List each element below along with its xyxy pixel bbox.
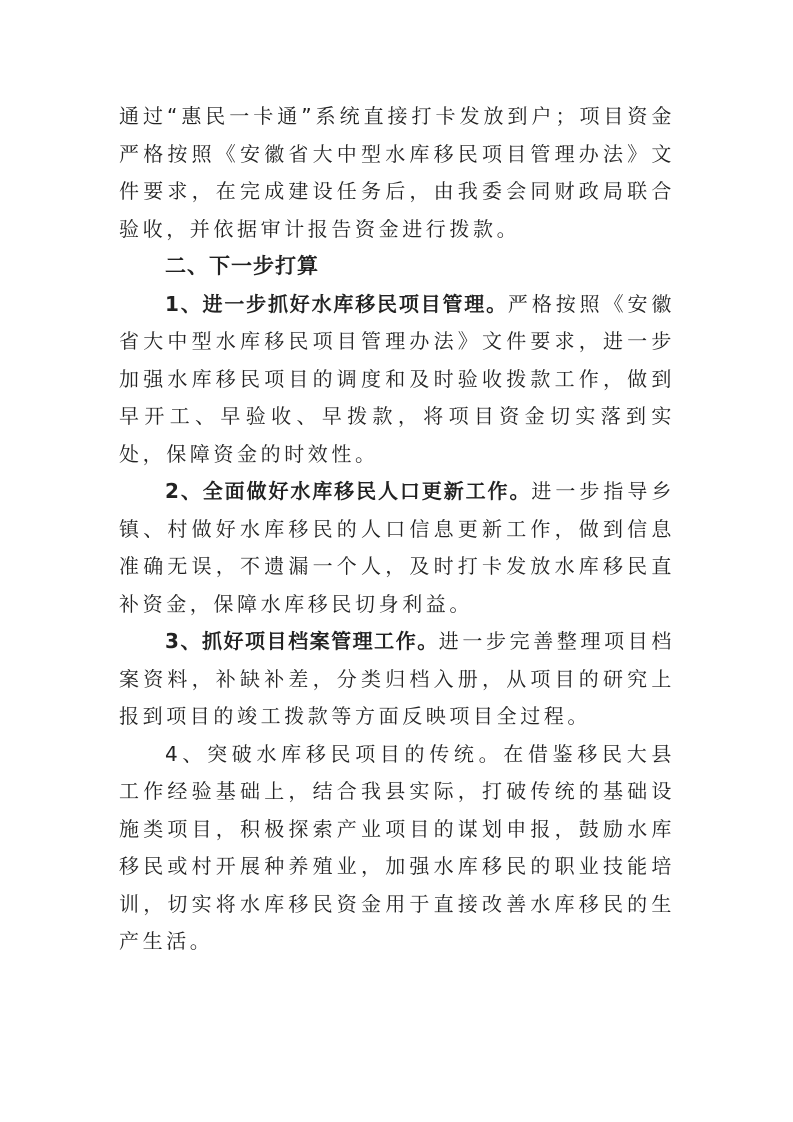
section-heading-next-steps: 二、下一步打算 — [165, 254, 319, 278]
item-4 — [119, 736, 675, 961]
item-2-body: 进一步指导乡镇、村做好水库移民的人口信息更新工作，做到信息准确无误，不遗漏一个人，及时打卡发放水库移民直补资金，保障水库移民切身利益。 — [119, 479, 675, 616]
paragraph-funding-continuation: 通过“惠民一卡通”系统直接打卡发放到户；项目资金严格按照《安徽省大中型水库移民项目管理办法》文件要求，在完成建设任务后，由我委会同财政局联合验收，并依据审计报告资金进行拨款。 — [119, 104, 675, 241]
item-3-lead: 3、抓好项目档案管理工作。 — [165, 629, 439, 653]
item-1 — [119, 286, 675, 474]
item-3-body: 进一步完善整理项目档案资料，补缺补差，分类归档入册，从项目的研究上报到项目的竣工拨款等方面反映项目全过程。 — [119, 629, 676, 728]
document-body — [119, 98, 675, 961]
item-2 — [119, 473, 675, 623]
item-2-lead: 2、全面做好水库移民人口更新工作。 — [165, 479, 532, 503]
item-4-body: 4、突破水库移民项目的传统。在借鉴移民大县工作经验基础上，结合我县实际，打破传统的基础设施类项目，积极探索产业项目的谋划申报，鼓励水库移民或村开展种养殖业，加强水库移民的职业技能培训，切实将水库移民资金用于直接改善水库移民的生产生活。 — [119, 741, 675, 953]
item-1-lead: 1、进一步抓好水库移民项目管理。 — [165, 291, 508, 316]
item-1-body: 严格按照《安徽省大中型水库移民项目管理办法》文件要求，进一步加强水库移民项目的调度和及时验收拨款工作，做到早开工、早验收、早拨款，将项目资金切实落到实处，保障资金的时效性。 — [119, 291, 675, 466]
item-3 — [119, 623, 675, 736]
